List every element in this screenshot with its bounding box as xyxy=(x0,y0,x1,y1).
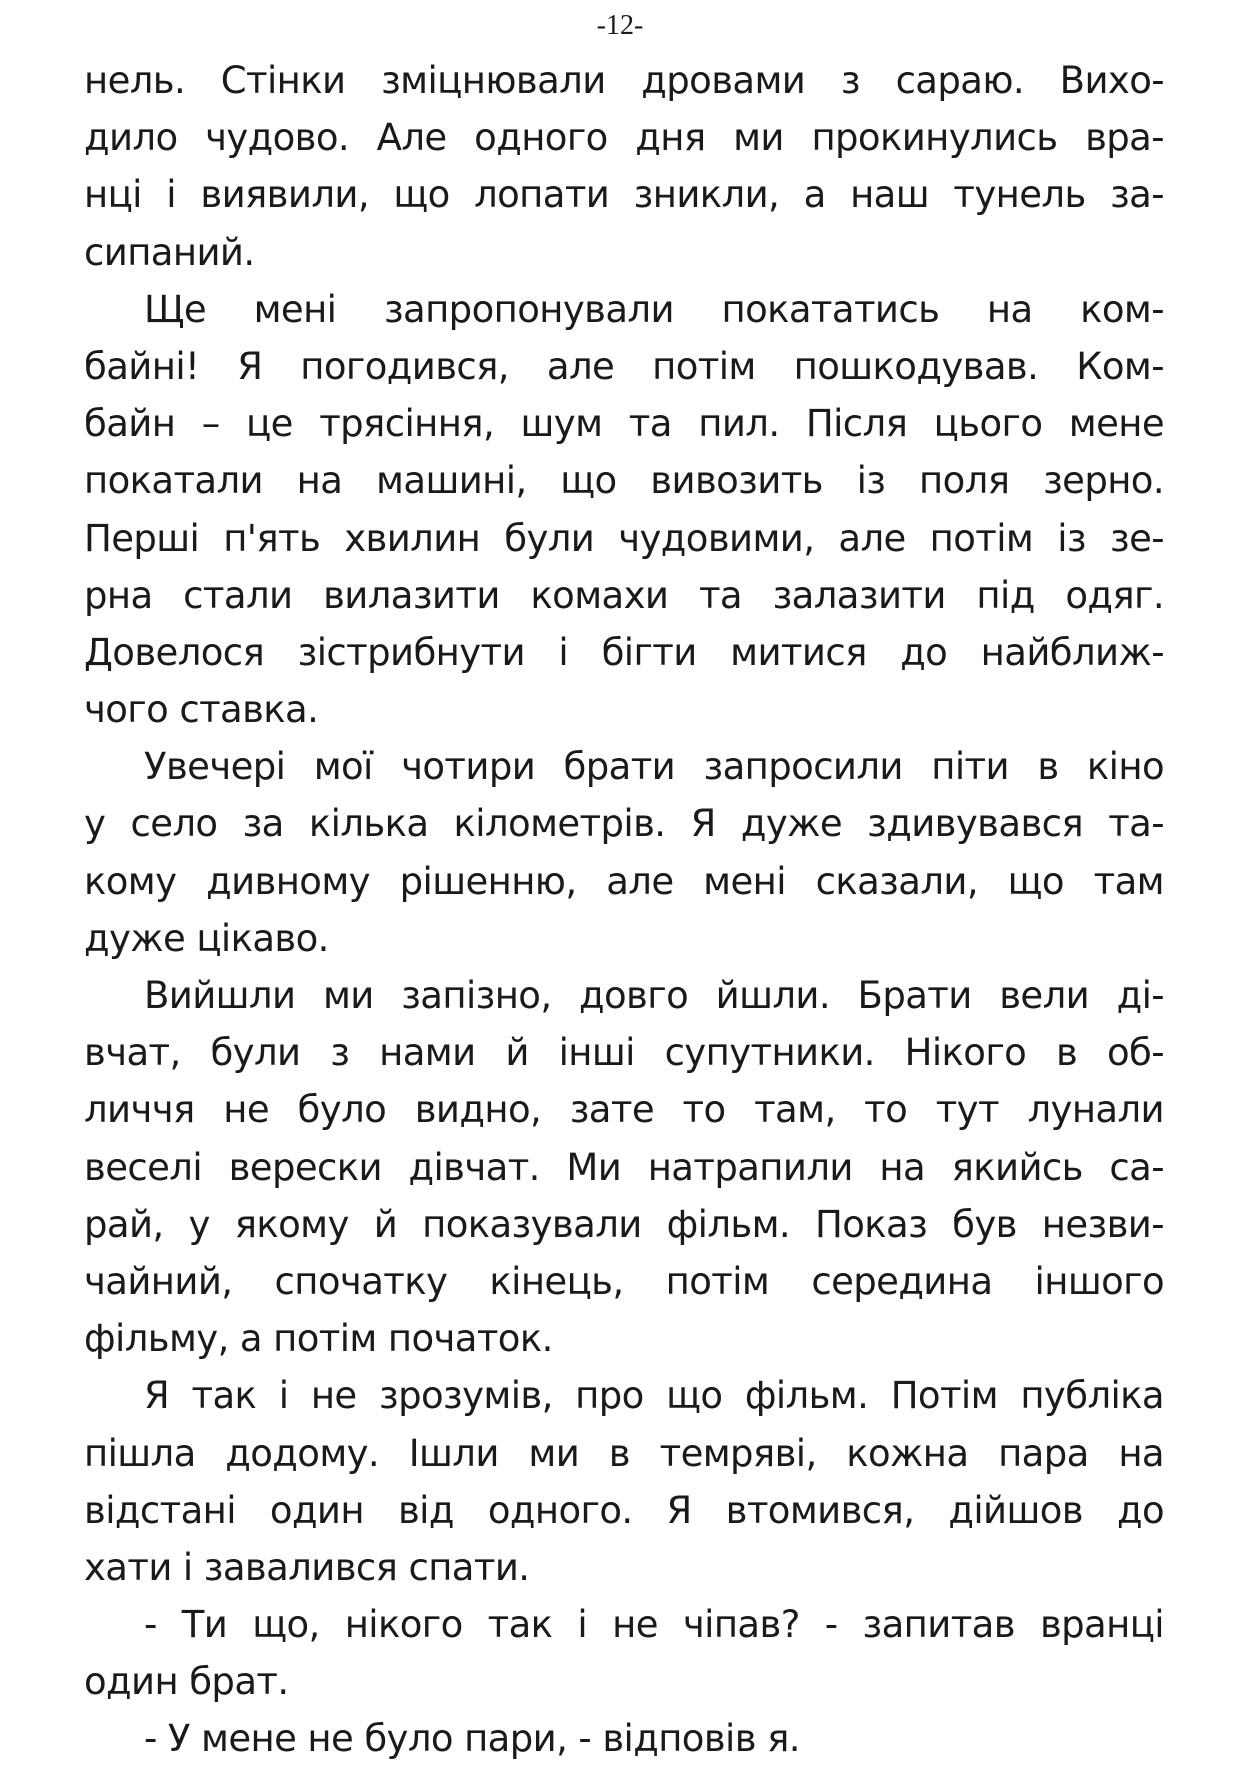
text-line: нель. Стінки зміцнювали дровами з сараю. Вихо- xyxy=(84,59,1164,102)
text-line: Довелося зістрибнути і бігти митися до найближ- xyxy=(84,630,1164,674)
text-line: - Ти що, нікого так і не чіпав? - запитав вранці xyxy=(144,1603,1164,1647)
text-line: фільму, а потім початок. xyxy=(84,1317,553,1361)
text-line: кому дивному рішенню, але мені сказали, що там xyxy=(84,859,1164,903)
text-line: покатали на машині, що вивозить із поля зерно. xyxy=(84,459,1164,503)
text-line: - У мене не було пари, - відповів я. xyxy=(144,1717,800,1761)
text-line: Перші п'ять хвилин були чудовими, але потім із зе- xyxy=(84,516,1164,560)
text-line: Ще мені запропонували покататись на ком- xyxy=(144,287,1164,331)
text-line: сипаний. xyxy=(84,230,255,274)
text-line: Я так і не зрозумів, про що фільм. Потім публіка xyxy=(144,1374,1164,1418)
text-line: дуже цікаво. xyxy=(84,916,329,960)
body-text xyxy=(84,52,1164,1768)
text-line: чайний, спочатку кінець, потім середина іншого xyxy=(84,1259,1164,1303)
text-line: рай, у якому й показували фільм. Показ був незви- xyxy=(84,1202,1164,1246)
text-line: один брат. xyxy=(84,1660,289,1704)
text-line: байні! Я погодився, але потім пошкодував. Ком- xyxy=(84,344,1164,388)
text-line: чого ставка. xyxy=(84,688,319,732)
text-line: дило чудово. Але одного дня ми прокинулись вра- xyxy=(84,116,1164,160)
text-line: Вийшли ми запізно, довго йшли. Брати вели ді- xyxy=(144,974,1164,1017)
text-line: веселі верески дівчат. Ми натрапили на якийсь са- xyxy=(84,1145,1164,1189)
text-line: відстані один від одного. Я втомився, дійшов до xyxy=(84,1488,1164,1532)
text-line: вчат, були з нами й інші супутники. Нікого в об- xyxy=(84,1031,1164,1075)
page-number: -12- xyxy=(596,10,644,41)
text-line: нці і виявили, що лопати зникли, а наш тунель за- xyxy=(84,173,1164,217)
text-line: хати і завалився спати. xyxy=(84,1545,530,1589)
text-line: Увечері мої чотири брати запросили піти в кіно xyxy=(144,745,1164,789)
text-line: личчя не було видно, зате то там, то тут лунали xyxy=(84,1088,1164,1132)
text-line: байн – це трясіння, шум та пил. Після цього мене xyxy=(84,402,1164,446)
text-line: рна стали вилазити комахи та залазити під одяг. xyxy=(84,573,1164,617)
text-line: у село за кілька кілометрів. Я дуже здивувався та- xyxy=(84,802,1164,846)
text-line: пішла додому. Ішли ми в темряві, кожна пара на xyxy=(84,1431,1164,1475)
